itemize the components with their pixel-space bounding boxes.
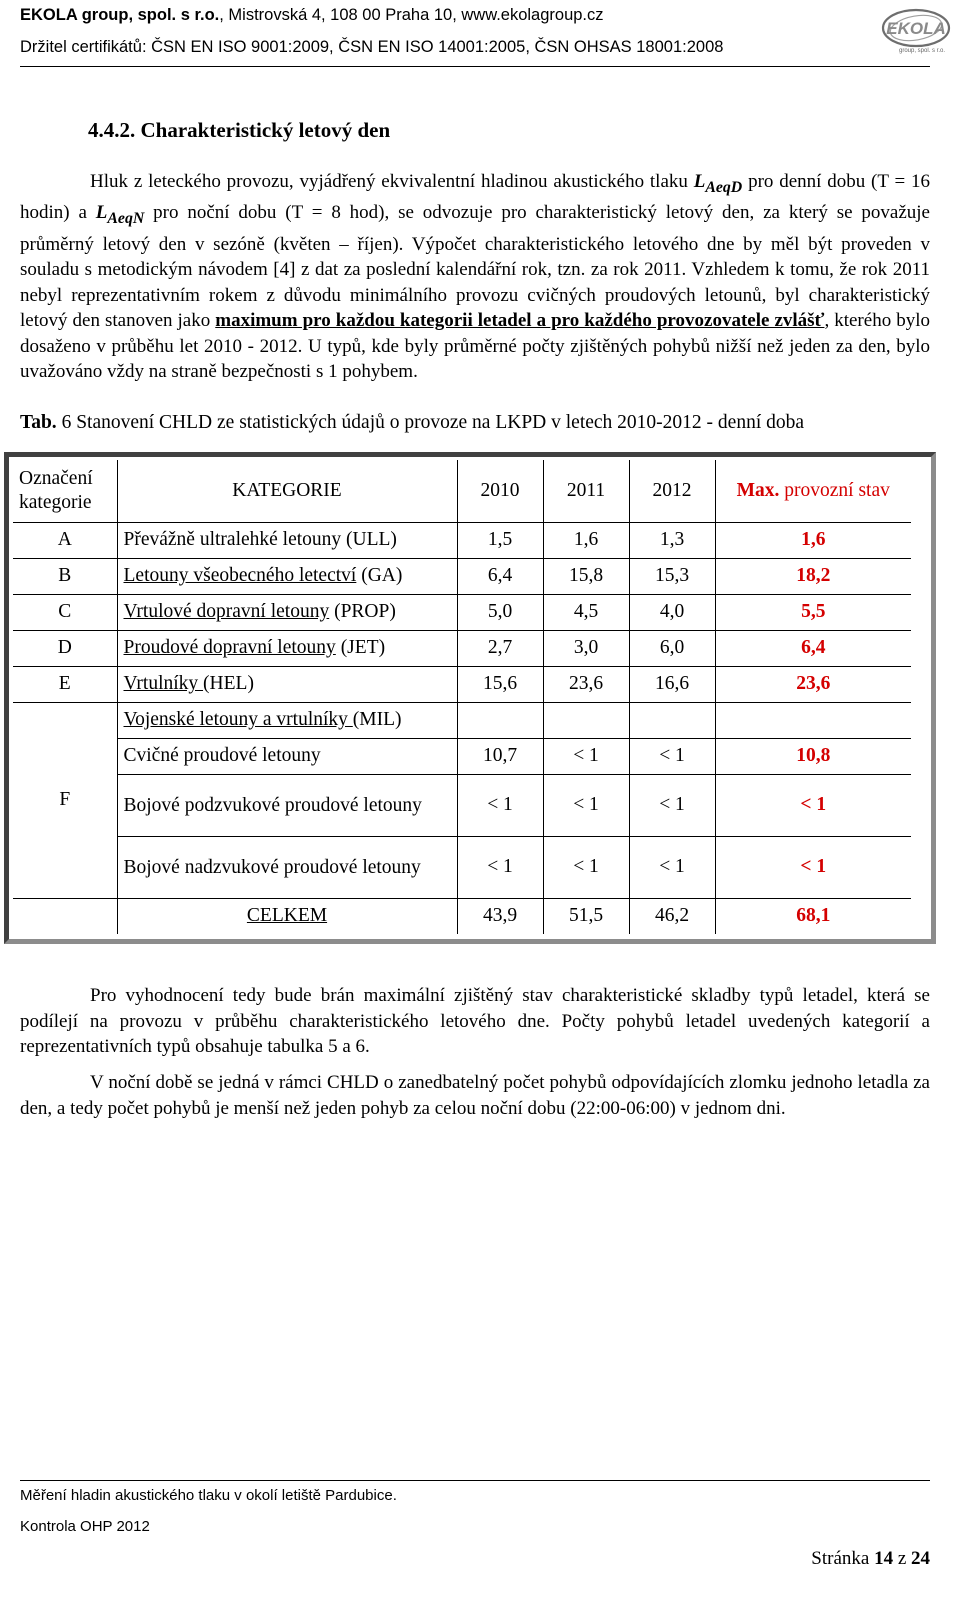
- table-caption: Tab. 6 Stanovení CHLD ze statistických údajů o provoze na LKPD v letech 2010-2012 - denní doba: [20, 412, 805, 433]
- table-row: Bojové nadzvukové proudové letouny < 1 < 1 < 1 < 1: [13, 836, 911, 898]
- company-address: , Mistrovská 4, 108 00 Praha 10, www.ekolagroup.cz: [219, 6, 604, 24]
- total-label: CELKEM: [246, 905, 328, 927]
- table-row: D Proudové dopravní letouny (JET) 2,7 3,0 6,0 6,4: [13, 630, 911, 666]
- paragraph-3: V noční době se jedná v rámci CHLD o zanedbatelný počet pohybů odpovídajících zlomku jednoho letadla za den, a tedy počet pohybů je menší než jeden pohyb za celou noční dobu (22:00-06:00) v jednom dni.: [20, 1072, 930, 1119]
- header-certs: Držitel certifikátů: ČSN EN ISO 9001:2009, ČSN EN ISO 14001:2005, ČSN OHSAS 18001:2008: [20, 38, 724, 56]
- section-title: 4.4.2. Charakteristický letový den: [88, 118, 391, 142]
- table-row: A Převážně ultralehké letouny (ULL) 1,5 1,6 1,3 1,6: [13, 522, 911, 558]
- table-row-mil: F Vojenské letouny a vrtulníky (MIL): [13, 702, 911, 738]
- footer-rule: [20, 1480, 930, 1481]
- header-rule: [20, 66, 930, 67]
- table-row: E Vrtulníky (HEL) 15,6 23,6 16,6 23,6: [13, 666, 911, 702]
- header-company-line: [20, 6, 604, 25]
- table-header-row: [13, 460, 911, 522]
- paragraph-2: Pro vyhodnocení tedy bude brán maximální zjištěný stav charakteristické skladby typů letadel, která se podílejí na provozu v průběhu charakteristického letového dne. Počty pohybů letadel uvedených kategorií a reprezentativních typů obsahuje tabulka 5 a 6.: [20, 985, 930, 1057]
- table-row: B Letouny všeobecného letectví (GA) 6,4 15,8 15,3 18,2: [13, 558, 911, 594]
- company-name: EKOLA group, spol. s r.o.: [20, 6, 220, 24]
- header-2011: 2011: [543, 460, 629, 522]
- logo-subtext: group, spol. s r.o.: [898, 48, 946, 54]
- header-max: Max. provozní stav: [715, 460, 911, 522]
- logo-text: EKOLA: [886, 19, 946, 38]
- footer-subtitle: Kontrola OHP 2012: [20, 1518, 150, 1535]
- chld-table: [13, 460, 911, 934]
- ekola-logo: [880, 4, 952, 56]
- footer-title: Měření hladin akustického tlaku v okolí letiště Pardubice.: [20, 1487, 397, 1504]
- table-total-row: CELKEM 43,9 51,5 46,2 68,1: [13, 898, 911, 934]
- header-2010: 2010: [457, 460, 543, 522]
- table-row: Cvičné proudové letouny 10,7 < 1 < 1 10,8: [13, 738, 911, 774]
- page-number: Stránka 14 z 24: [811, 1548, 930, 1569]
- table-row: Bojové podzvukové proudové letouny < 1 < 1 < 1 < 1: [13, 774, 911, 836]
- emphasis-maximum: maximum pro každou kategorii letadel a pro každého provozovatele zvlášť: [215, 310, 825, 332]
- header-2012: 2012: [629, 460, 715, 522]
- table-row: C Vrtulové dopravní letouny (PROP) 5,0 4,5 4,0 5,5: [13, 594, 911, 630]
- code-f: F: [13, 702, 117, 898]
- header-category: KATEGORIE: [117, 460, 457, 522]
- header-code: Označení kategorie: [13, 460, 117, 522]
- intro-paragraph: Hluk z leteckého provozu, vyjádřený ekvivalentní hladinou akustického tlaku $L_{AeqD}$ pro denní dobu (T = 16 hodin) a $L_{AeqN}$ pro noční dobu (T = 8 hod), se odvozuje pro charakteristický letový den, za který se považuje průměrný letový den v sezóně (květen – říjen). Výpočet charakteristického letového dne by měl být proveden v souladu s metodickým návodem [4] z dat za poslední kalendářní rok, tzn. za rok 2011. Vzhledem k tomu, že rok 2011 nebyl reprezentativním rokem z důvodu minimálního provozu cvičných proudových letounů, byl charakteristický letový den stanoven jako maximum pro každou kategorii letadel a pro každého provozovatele zvlášť, kterého bylo dosaženo v průběhu let 2010 - 2012. U typů, kde byly průměrné počty zjištěných pohybů nižší než jeden za den, bylo uvažováno vždy na straně bezpečnosti s 1 pohybem.: [20, 171, 930, 383]
